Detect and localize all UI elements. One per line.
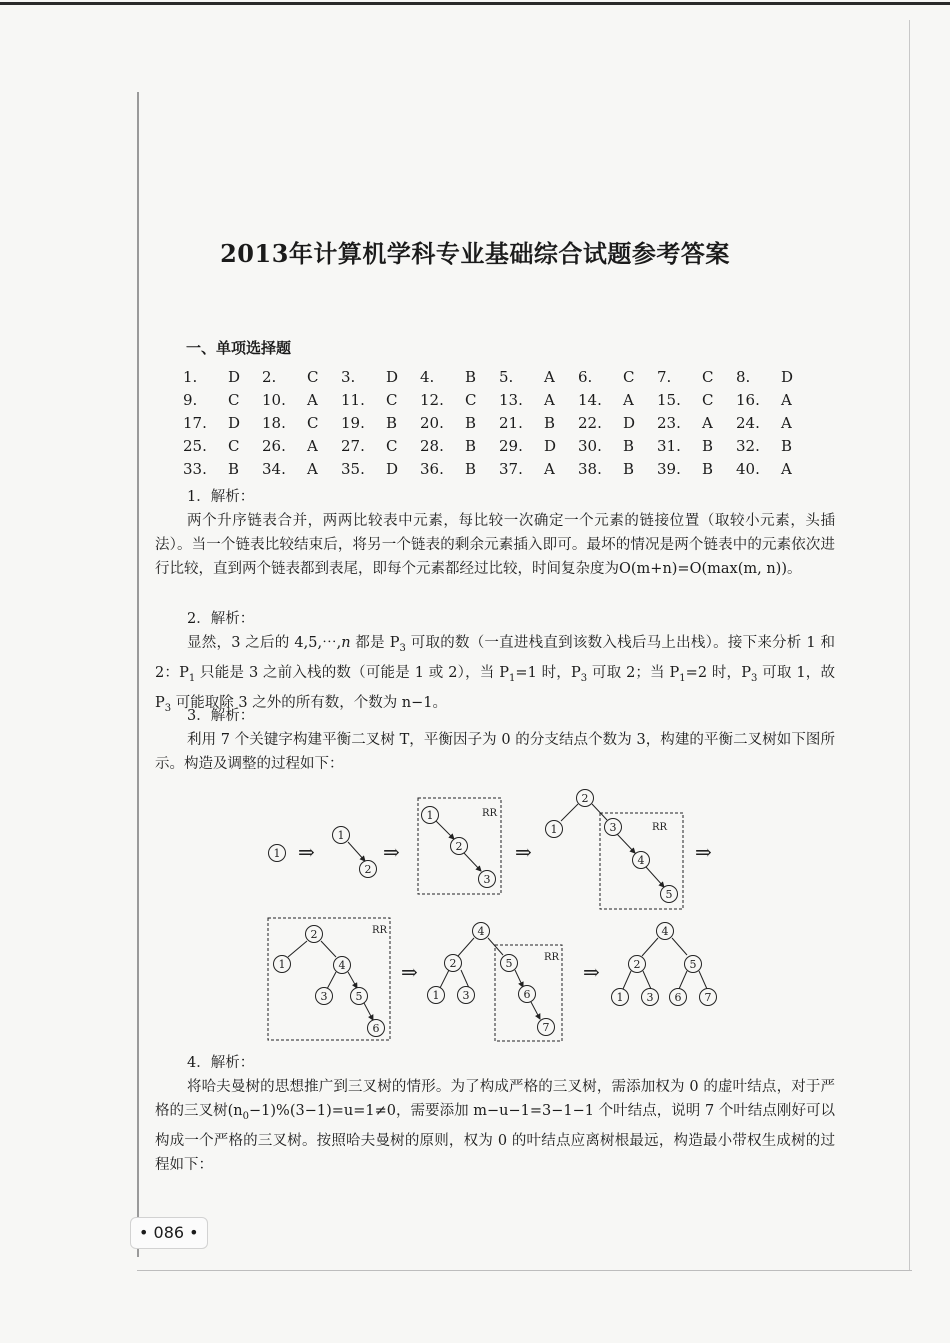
- answer-number: 26.: [262, 437, 286, 455]
- tree-node-label: 3: [462, 989, 470, 1002]
- answer-choice: D: [544, 437, 557, 455]
- tree-node-label: 7: [542, 1021, 550, 1034]
- q4-text: −1)%(3−1)=u=1≠0，需要添加 m−u−1=3−1−1 个叶结点，说明 7 个叶结点刚好可以构成一个严格的三叉树。按照哈夫曼树的原则，权为 0 的叶结点应离树根最远，构造最小带权生成树的过程如下：: [155, 1103, 836, 1173]
- q2-sub: 3: [580, 672, 588, 684]
- tree-node-label: 4: [477, 925, 485, 938]
- q4-heading: 4．解析：: [187, 1055, 255, 1071]
- tree-node-label: 5: [505, 957, 513, 970]
- answer-item: [657, 389, 736, 412]
- page-title: 2013年计算机学科专业基础综合试题参考答案: [220, 239, 730, 268]
- q1-body: 两个升序链表合并，两两比较表中元素，每比较一次确定一个元素的链接位置（取较小元素，头插法）。当一个链表比较结束后，将另一个链表的剩余元素插入即可。最坏的情况是两个链表中的元素依次进行比较，直到两个链表都到表尾，即每个元素都经过比较，时间复杂度为O(m+n)=O(max(m, n))。: [155, 513, 835, 577]
- answer-number: 11.: [341, 391, 365, 409]
- answer-item: [420, 435, 499, 458]
- answer-number: 17.: [183, 414, 207, 432]
- answer-number: 34.: [262, 460, 286, 478]
- answer-number: 28.: [420, 437, 444, 455]
- answer-choice: C: [228, 437, 240, 455]
- answer-item: [420, 366, 499, 389]
- answer-choice: A: [544, 391, 555, 409]
- answer-number: 18.: [262, 414, 286, 432]
- answer-item: [657, 412, 736, 435]
- answer-number: 9.: [183, 391, 198, 409]
- tree-node-label: 6: [674, 991, 682, 1004]
- tree-node-label: 3: [646, 991, 654, 1004]
- q2-text: 可取的数（一直进栈直到该数入栈后马上出栈）。接下来分析 1 和 2：P: [155, 635, 835, 681]
- answer-number: 7.: [657, 368, 672, 386]
- answer-number: 2.: [262, 368, 277, 386]
- answer-number: 12.: [420, 391, 444, 409]
- rr-label: RR: [482, 808, 498, 819]
- q2-heading: 2．解析：: [187, 611, 255, 627]
- answer-item: [499, 366, 578, 389]
- rr-label: RR: [372, 925, 388, 936]
- tree-node-label: 1: [278, 958, 286, 971]
- q2-sub: 3: [751, 672, 758, 684]
- rr-label: RR: [544, 952, 560, 963]
- answer-item: [578, 435, 657, 458]
- answer-item: [183, 412, 262, 435]
- answer-choice: D: [228, 414, 241, 432]
- q4-sub: 0: [242, 1110, 250, 1122]
- answer-choice: D: [386, 368, 399, 386]
- answer-number: 29.: [499, 437, 523, 455]
- answer-item: [657, 435, 736, 458]
- answer-number: 33.: [183, 460, 207, 478]
- tree-node-label: 1: [432, 989, 440, 1002]
- answer-choice: D: [781, 368, 794, 386]
- answer-number: 38.: [578, 460, 602, 478]
- tree-node-label: 5: [689, 958, 697, 971]
- answer-choice: C: [307, 368, 319, 386]
- q2-sub: 1: [679, 672, 686, 684]
- tree-node-label: 2: [633, 958, 641, 971]
- answer-number: 10.: [262, 391, 286, 409]
- answer-number: 8.: [736, 368, 751, 386]
- q2-text: 只能是 3 之前入栈的数（可能是 1 或 2），当 P: [195, 664, 510, 681]
- answer-number: 21.: [499, 414, 523, 432]
- answer-item: [499, 389, 578, 412]
- tree-node-label: 5: [355, 990, 363, 1003]
- answer-number: 14.: [578, 391, 602, 409]
- bottom-rule: [137, 1270, 912, 1271]
- top-rule: [0, 2, 950, 5]
- answer-item: [578, 389, 657, 412]
- answer-item: [578, 412, 657, 435]
- answer-choice: B: [465, 437, 477, 455]
- rr-labels: [372, 808, 668, 963]
- answer-item: [341, 412, 420, 435]
- answer-choice: C: [702, 368, 714, 386]
- answer-number: 4.: [420, 368, 435, 386]
- answer-choice: A: [307, 391, 318, 409]
- answer-item: [736, 389, 815, 412]
- answer-choice: B: [623, 460, 635, 478]
- q1-heading: 1．解析：: [187, 489, 255, 505]
- answer-item: [183, 458, 262, 481]
- answer-item: [499, 458, 578, 481]
- answer-number: 23.: [657, 414, 681, 432]
- q2-text: =2 时，P: [685, 664, 751, 681]
- answer-number: 1.: [183, 368, 198, 386]
- answer-item: [262, 435, 341, 458]
- answer-number: 31.: [657, 437, 681, 455]
- answer-number: 16.: [736, 391, 760, 409]
- answer-item: [736, 412, 815, 435]
- answer-choice: B: [386, 414, 398, 432]
- answer-item: [341, 389, 420, 412]
- answer-number: 15.: [657, 391, 681, 409]
- q2-text: 可能取除 3 之外的所有数，个数为 n−1。: [171, 694, 448, 711]
- answer-choice: B: [465, 414, 477, 432]
- tree-node-label: 2: [455, 840, 463, 853]
- answer-item: [420, 389, 499, 412]
- answer-item: [499, 435, 578, 458]
- q2-text: 可取 2；当 P: [587, 664, 680, 681]
- answer-number: 35.: [341, 460, 365, 478]
- q1-explanation: [155, 485, 835, 581]
- answer-item: [578, 366, 657, 389]
- answer-choice: B: [544, 414, 556, 432]
- tree-node-label: 6: [372, 1022, 380, 1035]
- answer-choice: B: [702, 460, 714, 478]
- arrow-glyph: ⇒: [515, 840, 532, 864]
- answer-choice: B: [702, 437, 714, 455]
- answer-choice: B: [781, 437, 793, 455]
- answer-number: 30.: [578, 437, 602, 455]
- answer-number: 13.: [499, 391, 523, 409]
- tree-node-label: 4: [661, 925, 669, 938]
- q2-text: 可取 1，故 P: [155, 664, 835, 711]
- tree-node-label: 3: [483, 873, 491, 886]
- answer-choice: A: [307, 460, 318, 478]
- q4-explanation: [155, 1051, 835, 1177]
- answer-choice: C: [465, 391, 477, 409]
- answer-choice: A: [781, 391, 792, 409]
- section-heading: 一、单项选择题: [186, 339, 292, 357]
- answer-choice: B: [465, 368, 477, 386]
- tree-node-label: 1: [550, 823, 558, 836]
- answer-number: 37.: [499, 460, 523, 478]
- answer-number: 20.: [420, 414, 444, 432]
- arrow-glyph: ⇒: [401, 960, 418, 984]
- q2-sub: 3: [164, 702, 172, 714]
- answer-choice: A: [307, 437, 318, 455]
- answer-choice: D: [623, 414, 636, 432]
- q2-text: 显然，3 之后的 4,5,⋯,: [187, 635, 342, 651]
- tree-nodes: [269, 790, 717, 1037]
- tree-node-label: 1: [273, 847, 281, 860]
- answer-number: 3.: [341, 368, 356, 386]
- answer-choice: B: [228, 460, 240, 478]
- q4-body: [155, 1075, 835, 1177]
- answer-item: [420, 412, 499, 435]
- avl-construction-diagram: [255, 783, 735, 1045]
- answer-number: 19.: [341, 414, 365, 432]
- tree-node-label: 1: [426, 809, 434, 822]
- answer-item: [736, 458, 815, 481]
- answer-choice: D: [386, 460, 399, 478]
- arrow-glyph: ⇒: [383, 840, 400, 864]
- right-margin-rule: [909, 20, 910, 1270]
- answer-item: [341, 458, 420, 481]
- answer-number: 25.: [183, 437, 207, 455]
- answer-item: [183, 389, 262, 412]
- q2-text: =1 时，P: [515, 664, 581, 681]
- tree-node-label: 2: [310, 928, 318, 941]
- q2-sub: 1: [188, 672, 196, 684]
- answer-choice: C: [228, 391, 240, 409]
- answer-item: [341, 435, 420, 458]
- q2-var: n: [341, 635, 351, 651]
- answer-number: 5.: [499, 368, 514, 386]
- tree-node-label: 2: [581, 792, 589, 805]
- tree-node-label: 3: [609, 821, 617, 834]
- answer-choice: C: [702, 391, 714, 409]
- answer-choice: A: [544, 460, 555, 478]
- answer-item: [183, 366, 262, 389]
- tree-node-label: 3: [320, 990, 328, 1003]
- tree-node-label: 1: [337, 829, 345, 842]
- tree-node-label: 4: [637, 854, 645, 867]
- answer-choice: C: [386, 437, 398, 455]
- q2-text: 都是 P: [350, 635, 400, 651]
- q2-sub: 1: [509, 672, 516, 684]
- answer-number: 32.: [736, 437, 760, 455]
- answer-item: [736, 366, 815, 389]
- tree-node-label: 6: [523, 988, 531, 1001]
- answer-choice: A: [781, 414, 792, 432]
- answer-item: [262, 389, 341, 412]
- answer-item: [736, 435, 815, 458]
- q2-sub: 3: [399, 642, 406, 654]
- answer-grid: [183, 366, 815, 481]
- answer-number: 24.: [736, 414, 760, 432]
- answer-number: 27.: [341, 437, 365, 455]
- answer-item: [183, 435, 262, 458]
- q3-body: 利用 7 个关键字构建平衡二叉树 T，平衡因子为 0 的分支结点个数为 3，构建的平衡二叉树如下图所示。构造及调整的过程如下：: [155, 732, 835, 772]
- answer-number: 39.: [657, 460, 681, 478]
- answer-item: [657, 366, 736, 389]
- answer-item: [262, 366, 341, 389]
- tree-node-label: 1: [616, 991, 624, 1004]
- answer-choice: A: [702, 414, 713, 432]
- answer-item: [262, 412, 341, 435]
- answer-choice: A: [544, 368, 555, 386]
- answer-choice: C: [386, 391, 398, 409]
- arrow-glyph: ⇒: [298, 840, 315, 864]
- q4-text: 将哈夫曼树的思想推广到三叉树的情形。为了构成严格的三叉树，需添加权为 0 的虚叶结点，对于严格的三叉树(n: [155, 1079, 835, 1119]
- tree-node-label: 4: [338, 959, 346, 972]
- answer-choice: B: [623, 437, 635, 455]
- q3-explanation: [155, 704, 835, 776]
- answer-choice: C: [307, 414, 319, 432]
- arrow-glyph: ⇒: [583, 960, 600, 984]
- answer-number: 6.: [578, 368, 593, 386]
- arrow-glyph: ⇒: [695, 840, 712, 864]
- answer-choice: D: [228, 368, 241, 386]
- answer-number: 22.: [578, 414, 602, 432]
- answer-item: [420, 458, 499, 481]
- answer-choice: C: [623, 368, 635, 386]
- answer-item: [499, 412, 578, 435]
- q3-heading: 3．解析：: [187, 708, 255, 724]
- page-number: • 086 •: [130, 1217, 208, 1249]
- answer-number: 40.: [736, 460, 760, 478]
- answer-choice: A: [781, 460, 792, 478]
- rr-label: RR: [652, 822, 668, 833]
- answer-item: [657, 458, 736, 481]
- answer-choice: B: [465, 460, 477, 478]
- answer-item: [341, 366, 420, 389]
- answer-number: 36.: [420, 460, 444, 478]
- tree-node-label: 7: [704, 991, 712, 1004]
- tree-node-label: 2: [449, 957, 457, 970]
- answer-item: [262, 458, 341, 481]
- answer-choice: A: [623, 391, 634, 409]
- tree-node-label: 5: [665, 888, 673, 901]
- tree-node-label: 2: [364, 863, 372, 876]
- answer-item: [578, 458, 657, 481]
